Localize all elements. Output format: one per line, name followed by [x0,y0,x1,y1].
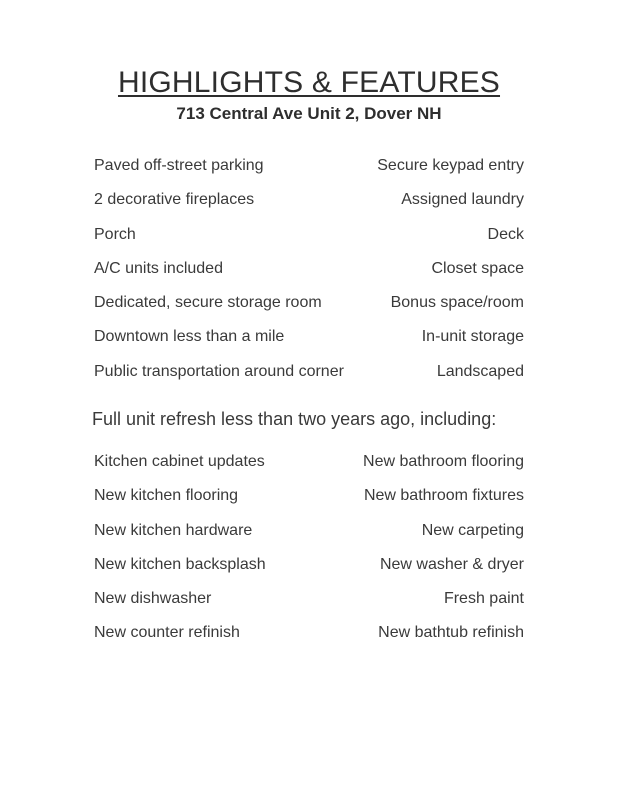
refresh-left: New kitchen flooring [94,487,239,505]
feature-row [94,224,524,258]
feature-row [94,326,524,360]
feature-row [94,155,524,189]
property-address: 713 Central Ave Unit 2, Dover NH [176,104,442,123]
feature-row [94,292,524,326]
feature-left: Porch [94,225,136,243]
refresh-left: Kitchen cabinet updates [94,453,265,470]
feature-right: Closet space [431,259,524,277]
refresh-heading: Full unit refresh less than two years ago, including: [92,409,497,429]
feature-left: Downtown less than a mile [94,328,285,346]
feature-row [94,361,524,395]
refresh-row [94,554,524,588]
feature-left: Public transportation around corner [94,362,344,380]
features-list [94,155,524,395]
refresh-left: New kitchen hardware [94,521,253,539]
feature-right: Bonus space/room [390,294,524,312]
feature-right: Secure keypad entry [377,157,524,174]
refresh-list [94,451,524,657]
refresh-row [94,485,524,519]
feature-row [94,189,524,223]
refresh-row [94,588,524,622]
refresh-right: New bathroom flooring [363,453,524,470]
refresh-right: New bathroom fixtures [363,487,524,505]
feature-left: A/C units included [94,259,223,277]
refresh-right: Fresh paint [443,590,524,608]
refresh-row [94,451,524,485]
refresh-left: New kitchen backsplash [94,555,266,573]
feature-right: Assigned laundry [401,191,524,209]
refresh-left: New counter refinish [94,624,240,642]
page-title: HIGHLIGHTS & FEATURES [117,66,501,99]
feature-left: Dedicated, secure storage room [94,294,322,312]
feature-left: Paved off-street parking [94,157,264,174]
feature-row [94,258,524,292]
feature-right: Deck [487,225,524,243]
refresh-right: New carpeting [421,521,524,539]
refresh-row [94,622,524,656]
feature-right: Landscaped [436,362,524,380]
feature-left: 2 decorative fireplaces [94,191,255,209]
refresh-left: New dishwasher [94,590,212,608]
refresh-right: New washer & dryer [379,555,524,573]
feature-right: In-unit storage [421,328,524,346]
refresh-row [94,520,524,554]
refresh-right: New bathtub refinish [378,624,524,642]
